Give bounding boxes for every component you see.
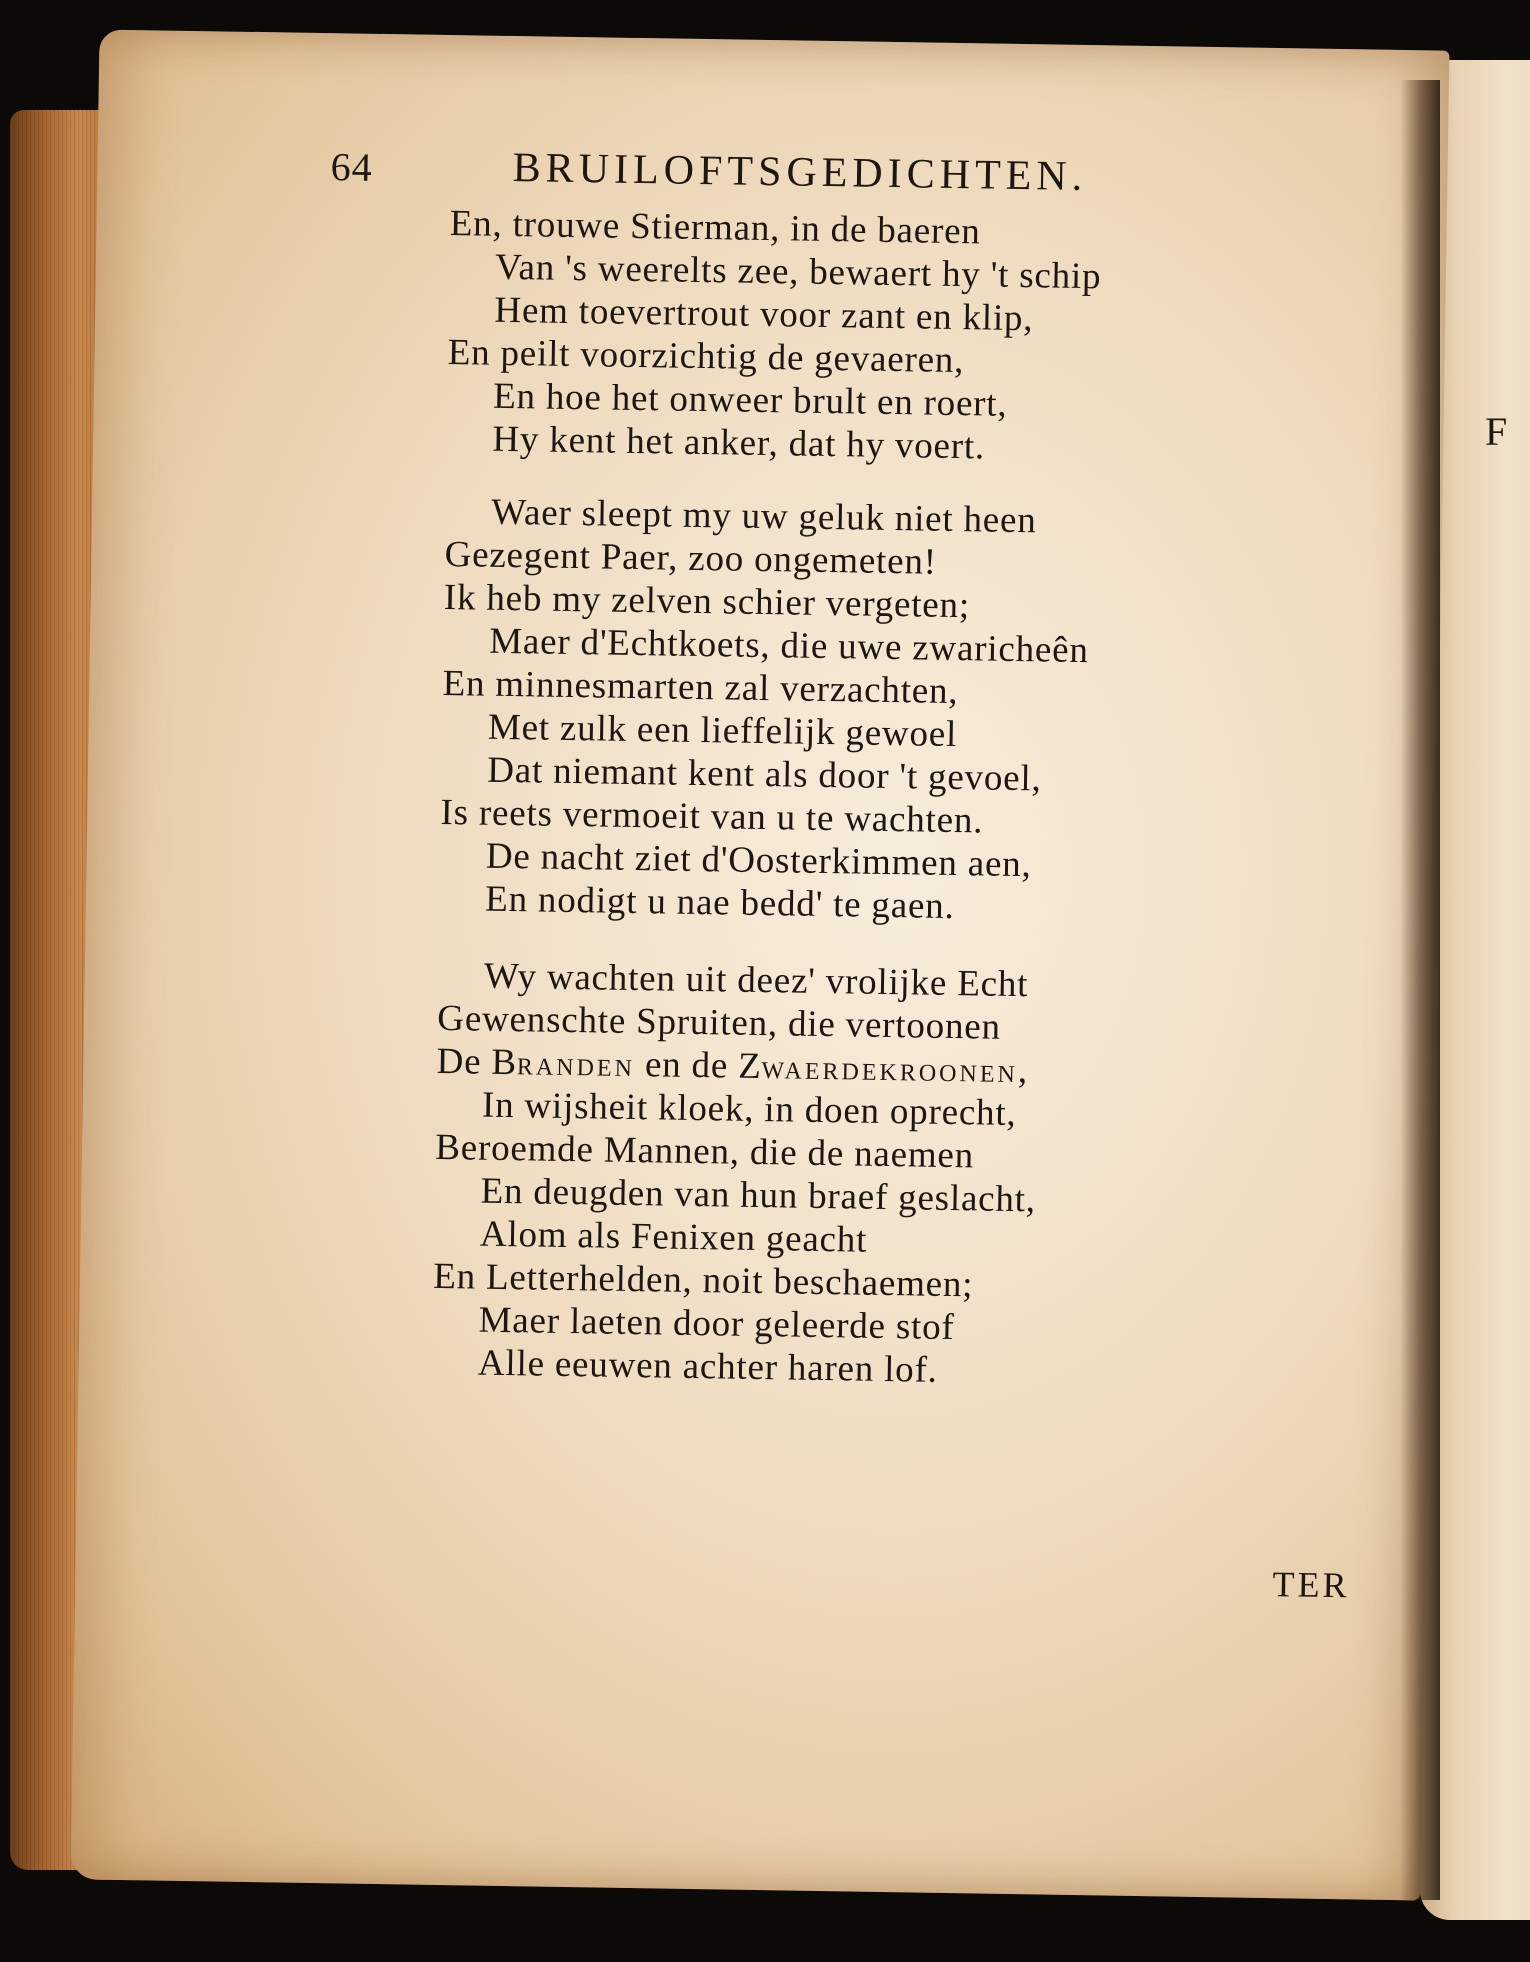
poem-line: De BRANDEN en de ZWAERDEKROONEN, [436, 1040, 1029, 1092]
poem-line: Van 's weerelts zee, bewaert hy 't schip [494, 246, 1102, 298]
page-number: 64 [330, 144, 374, 190]
poem-line: En peilt voorzichtig de gevaeren, [447, 332, 965, 382]
poem-line: En, trouwe Stierman, in de baeren [449, 203, 981, 253]
poem-line: In wijsheit kloek, in doen oprecht, [481, 1084, 1017, 1135]
poem-line: Wy wachten uit deez' vrolijke Echt [483, 955, 1029, 1006]
poem-line: Gewenschte Spruiten, die vertoonen [437, 997, 1002, 1048]
poem-line: En Letterhelden, noit beschaemen; [432, 1255, 974, 1306]
poem-line: En minnesmarten zal verzachten, [442, 662, 959, 713]
poem-line: Maer d'Echtkoets, die uwe zwaricheên [488, 620, 1090, 672]
poem-line: En nodigt u nae bedd' te gaen. [484, 878, 955, 928]
poem-line: Alom als Fenixen geacht [479, 1213, 868, 1261]
poem-line: Gezegent Paer, zoo ongemeten! [444, 533, 938, 583]
poem-line: Hem toevertrout voor zant en klip, [494, 289, 1034, 340]
poem-line: Is reets vermoeit van u te wachten. [440, 791, 984, 842]
facing-page-letter: F [1485, 409, 1508, 454]
poem-line: De nacht ziet d'Oosterkimmen aen, [485, 835, 1032, 886]
poem-line: Waer sleept my uw geluk niet heen [490, 491, 1037, 542]
poem-line: Beroemde Mannen, die de naemen [435, 1126, 975, 1177]
poem-line: Maer laeten door geleerde stof [478, 1299, 955, 1349]
poem-line: Alle eeuwen achter haren lof. [477, 1342, 938, 1391]
poem-line: Met zulk een lieffelijk gewoel [487, 706, 958, 756]
poem-line: En deugden van hun braef geslacht, [480, 1170, 1037, 1221]
poem-line: Hy kent het anker, dat hy voert. [492, 418, 986, 468]
poem-line: Ik heb my zelven schier vergeten; [443, 576, 971, 627]
poem-line: Dat niemant kent als door 't gevoel, [486, 749, 1042, 800]
poem-line: En hoe het onweer brult en roert, [492, 375, 1008, 425]
running-head: BRUILOFTSGEDICHTEN. [512, 145, 1088, 201]
catchword: TER [1272, 1564, 1350, 1606]
